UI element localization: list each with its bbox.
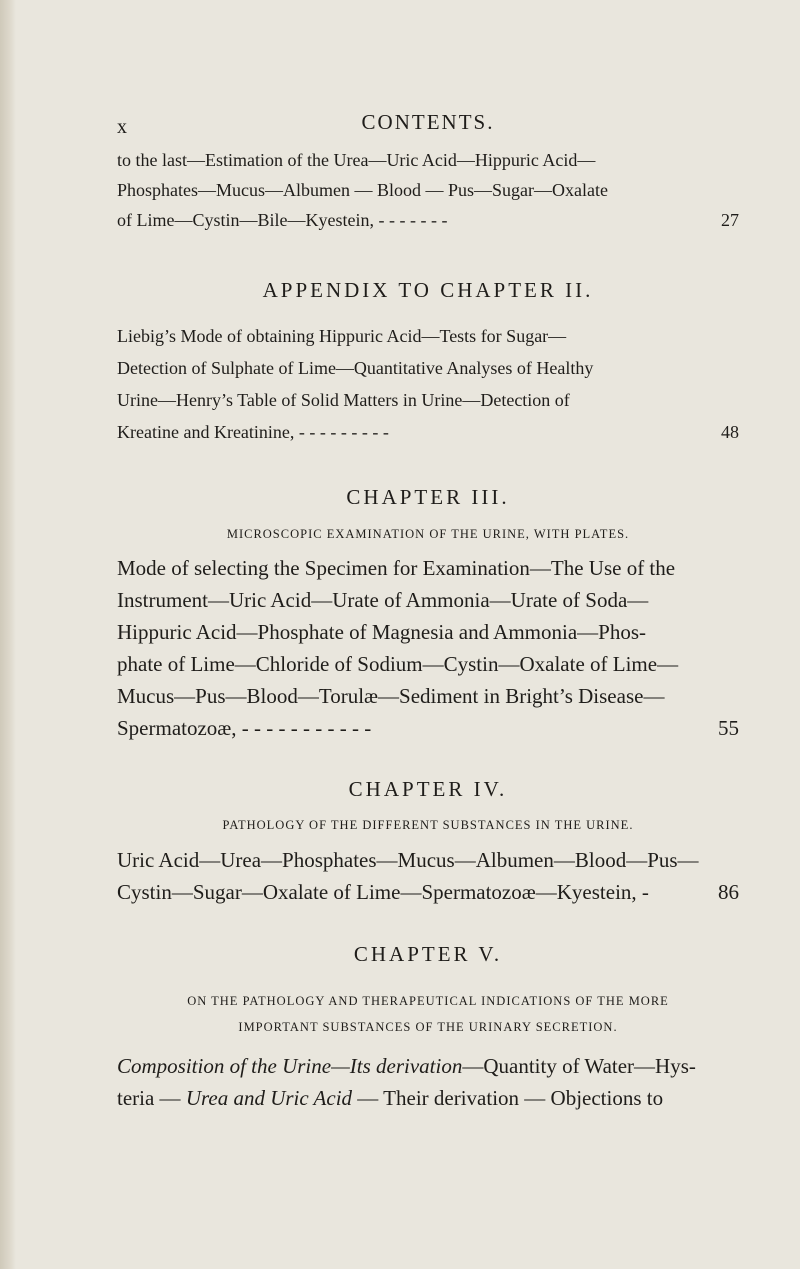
page-number: 86	[718, 880, 739, 904]
entry-text: —Quantity of Water—Hys-	[462, 1054, 696, 1078]
entry-line: Detection of Sulphate of Lime—Quantitative Analyses of Healthy	[117, 358, 594, 378]
entry-text: teria —	[117, 1086, 186, 1110]
subheading-line: IMPORTANT SUBSTANCES OF THE URINARY SECRETION.	[238, 1020, 618, 1034]
entry-line: Instrument—Uric Acid—Urate of Ammonia—Urate of Soda—	[117, 588, 649, 612]
entry-line: Urine—Henry’s Table of Solid Matters in Urine—Detection of	[117, 390, 570, 410]
chapter5-entry	[117, 1050, 739, 1114]
appendix-entry	[117, 320, 739, 448]
entry-line-last	[117, 712, 739, 744]
entry-line: Phosphates—Mucus—Albumen — Blood — Pus—Sugar—Oxalate	[117, 180, 608, 200]
entry-line	[117, 1082, 739, 1114]
chapter3-heading: CHAPTER III.	[346, 485, 510, 509]
chapter5-heading: CHAPTER V.	[353, 942, 503, 966]
page-number: 48	[721, 422, 739, 442]
chapter5-subheading	[117, 988, 739, 1040]
entry-line: phate of Lime—Chloride of Sodium—Cystin—Oxalate of Lime—	[117, 652, 679, 676]
entry-text: — Their derivation — Objections to	[352, 1086, 664, 1110]
entry-line: to the last—Estimation of the Urea—Uric Acid—Hippuric Acid—	[117, 150, 596, 170]
entry-line	[117, 1050, 739, 1082]
italic-text: Urea and Uric Acid	[185, 1086, 353, 1110]
entry-line: Liebig’s Mode of obtaining Hippuric Acid—Tests for Sugar—	[117, 326, 567, 346]
entry-line: Mode of selecting the Specimen for Examination—The Use of the	[117, 556, 676, 580]
entry-line-text: Cystin—Sugar—Oxalate of Lime—Spermatozoæ—Kyestein, -	[117, 880, 649, 904]
entry-line-last	[117, 416, 739, 448]
subheading-line: ON THE PATHOLOGY AND THERAPEUTICAL INDICATIONS OF THE MORE	[187, 994, 669, 1008]
entry-line: Mucus—Pus—Blood—Torulæ—Sediment in Bright’s Disease—	[117, 684, 665, 708]
chapter3-subheading: MICROSCOPIC EXAMINATION OF THE URINE, WITH PLATES.	[226, 527, 630, 541]
entry-line-text: of Lime—Cystin—Bile—Kyestein, - - - - - - -	[117, 210, 448, 230]
entry-line: Uric Acid—Urea—Phosphates—Mucus—Albumen—Blood—Pus—	[117, 848, 699, 872]
page-number: 55	[718, 716, 739, 740]
entry-line-text: Spermatozoæ, - - - - - - - - - - -	[117, 716, 372, 740]
chapter4-entry	[117, 844, 739, 908]
appendix-heading: APPENDIX TO CHAPTER II.	[262, 278, 594, 302]
chapter4-heading: CHAPTER IV.	[348, 777, 508, 801]
entry-line-text: Kreatine and Kreatinine, - - - - - - - - -	[117, 422, 389, 442]
page-edge	[0, 0, 16, 1269]
page-number: 27	[721, 210, 739, 230]
running-head	[117, 110, 739, 140]
chapter2-tail-entry	[117, 145, 739, 235]
entry-line-last	[117, 876, 739, 908]
chapter3-entry	[117, 552, 739, 744]
entry-line-last	[117, 205, 739, 235]
page-folio: x	[117, 116, 128, 138]
italic-text: Composition of the Urine—Its derivation	[117, 1054, 463, 1078]
entry-line: Hippuric Acid—Phosphate of Magnesia and Ammonia—Phos-	[117, 620, 647, 644]
chapter4-subheading: PATHOLOGY OF THE DIFFERENT SUBSTANCES IN THE URINE.	[222, 818, 634, 832]
running-title: CONTENTS.	[361, 110, 495, 134]
